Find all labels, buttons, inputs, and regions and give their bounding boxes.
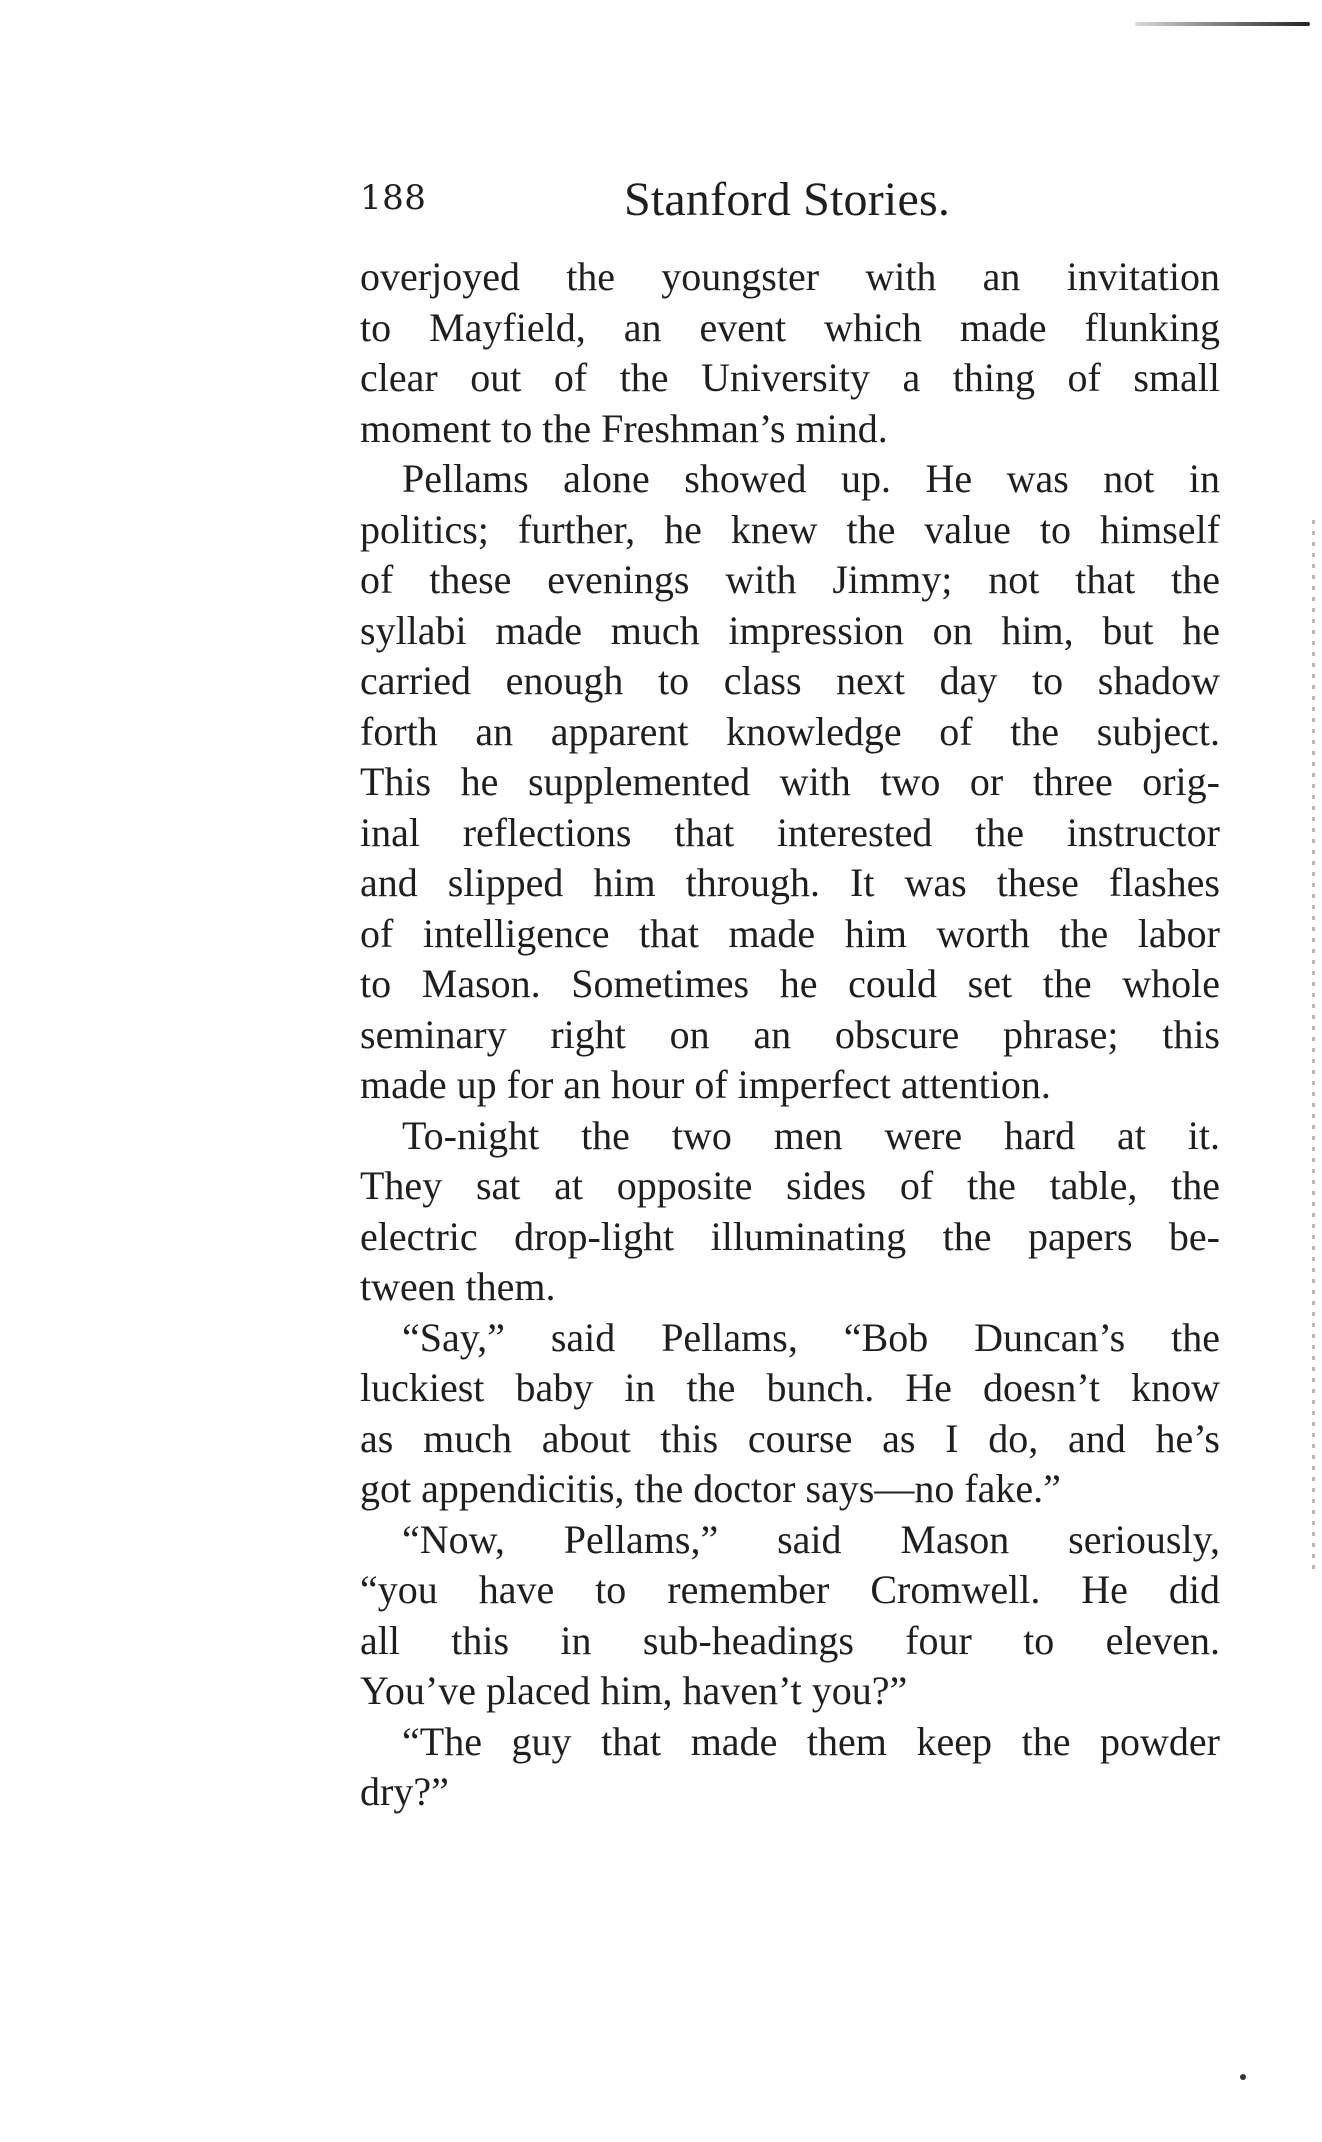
text-line: dry?” (360, 1769, 449, 1814)
text-line: of intelligence that made him worth the labor (360, 910, 1220, 956)
text-line: syllabi made much impression on him, but he (360, 607, 1220, 653)
text-line: They sat at opposite sides of the table, the (360, 1163, 1220, 1208)
text-line: “you have to remember Cromwell. He did (360, 1567, 1220, 1612)
text-line: moment to the Freshman’s mind. (360, 405, 888, 451)
scan-speck (1240, 2074, 1246, 2080)
text-line: forth an apparent knowledge of the subject. (360, 708, 1220, 754)
text-line: To-night the two men were hard at it. (402, 1112, 1220, 1158)
text-line: “Say,” said Pellams, “Bob Duncan’s the (402, 1314, 1220, 1360)
text-line: carried enough to class next day to shadow (360, 658, 1220, 703)
running-title: Stanford Stories. (624, 173, 951, 226)
text-line: all this in sub-headings four to eleven. (360, 1617, 1220, 1663)
text-line: seminary right on an obscure phrase; this (360, 1011, 1220, 1057)
text-line: Pellams alone showed up. He was not in (402, 456, 1220, 501)
text-line: to Mayfield, an event which made flunking (360, 304, 1220, 350)
text-line: of these evenings with Jimmy; not that the (360, 557, 1220, 602)
scan-gutter-shadow (1312, 520, 1315, 1570)
text-line: inal reflections that interested the instructor (360, 809, 1220, 855)
page-header (360, 172, 960, 232)
text-line: “The guy that made them keep the powder (402, 1718, 1220, 1764)
text-line: electric drop-light illuminating the papers be- (360, 1213, 1220, 1259)
text-line: and slipped him through. It was these flashes (360, 860, 1220, 905)
text-line: overjoyed the youngster with an invitation (360, 254, 1220, 299)
body-text (360, 252, 1220, 1818)
text-line: politics; further, he knew the value to himself (360, 506, 1220, 552)
text-line: clear out of the University a thing of small (360, 355, 1220, 400)
text-line: as much about this course as I do, and he’s (360, 1415, 1220, 1461)
text-line: got appendicitis, the doctor says—no fake.” (360, 1466, 1061, 1511)
scan-edge-mark (1135, 22, 1310, 26)
text-line: tween them. (360, 1264, 556, 1309)
text-line: This he supplemented with two or three orig- (360, 759, 1220, 804)
text-line: to Mason. Sometimes he could set the whole (360, 961, 1220, 1006)
text-line: made up for an hour of imperfect attention. (360, 1062, 1051, 1107)
text-line: “Now, Pellams,” said Mason seriously, (402, 1516, 1220, 1562)
page-number: 188 (360, 178, 427, 218)
text-line: luckiest baby in the bunch. He doesn’t know (360, 1365, 1220, 1410)
text-line: You’ve placed him, haven’t you?” (360, 1668, 908, 1713)
